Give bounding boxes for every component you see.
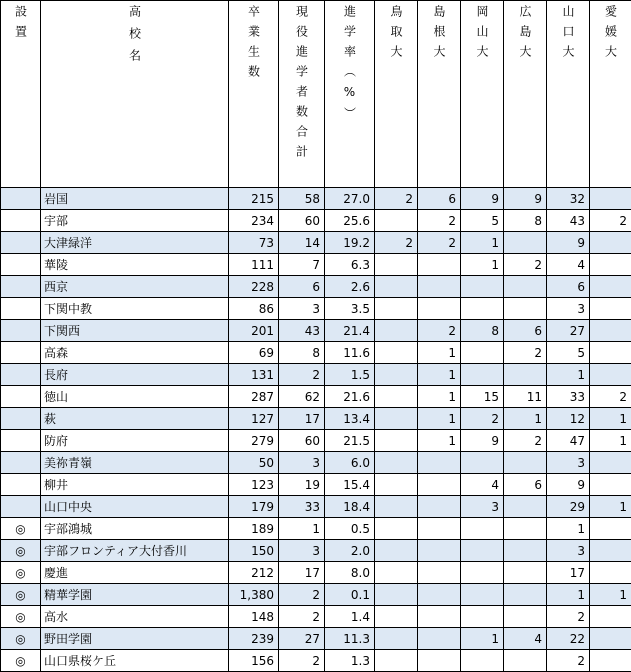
total-enrolled: 60 [279,210,325,232]
graduates: 179 [229,496,279,518]
graduates: 239 [229,628,279,650]
total-enrolled: 60 [279,430,325,452]
school-name: 柳井 [41,474,229,496]
hiroshima-count: 2 [504,342,547,364]
enrollment-rate: 21.6 [325,386,375,408]
table-row [1,386,631,408]
table-row [1,188,631,210]
ehime-count: 2 [590,386,631,408]
hiroshima-count [504,452,547,474]
okayama-count: 15 [461,386,504,408]
school-name: 岩国 [41,188,229,210]
graduates: 215 [229,188,279,210]
shimane-count [418,518,461,540]
header-shimane: 島根大 [418,1,461,188]
school-name: 山口県桜ケ丘 [41,650,229,672]
total-enrolled: 8 [279,342,325,364]
hiroshima-count: 8 [504,210,547,232]
ehime-count [590,232,631,254]
hiroshima-count [504,298,547,320]
enrollment-rate: 1.3 [325,650,375,672]
okayama-count: 2 [461,408,504,430]
yamaguchi-count: 3 [547,452,590,474]
tottori-count [375,342,418,364]
yamaguchi-count: 4 [547,254,590,276]
school-name: 下関西 [41,320,229,342]
row-mark [1,298,41,320]
okayama-count [461,540,504,562]
shimane-count [418,628,461,650]
hiroshima-count [504,496,547,518]
enrollment-rate: 2.6 [325,276,375,298]
total-enrolled: 14 [279,232,325,254]
yamaguchi-count: 1 [547,518,590,540]
graduates: 234 [229,210,279,232]
total-enrolled: 3 [279,452,325,474]
yamaguchi-count: 9 [547,232,590,254]
total-enrolled: 6 [279,276,325,298]
table-row [1,562,631,584]
row-mark [1,320,41,342]
hiroshima-count: 6 [504,474,547,496]
graduates: 123 [229,474,279,496]
table-row [1,276,631,298]
table-row [1,408,631,430]
table-row [1,650,631,672]
row-mark: ◎ [1,540,41,562]
table-row [1,320,631,342]
graduates: 287 [229,386,279,408]
graduates: 156 [229,650,279,672]
tottori-count [375,298,418,320]
enrollment-rate: 2.0 [325,540,375,562]
enrollment-rate: 18.4 [325,496,375,518]
okayama-count: 8 [461,320,504,342]
tottori-count: 2 [375,188,418,210]
enrollment-rate: 27.0 [325,188,375,210]
shimane-count [418,584,461,606]
graduates: 69 [229,342,279,364]
hiroshima-count [504,650,547,672]
row-mark [1,430,41,452]
tottori-count [375,518,418,540]
okayama-count [461,364,504,386]
ehime-count [590,540,631,562]
header-okayama: 岡山大 [461,1,504,188]
okayama-count [461,518,504,540]
ehime-count [590,298,631,320]
yamaguchi-count: 2 [547,606,590,628]
tottori-count [375,452,418,474]
enrollment-rate: 1.4 [325,606,375,628]
shimane-count [418,298,461,320]
okayama-count: 9 [461,430,504,452]
okayama-count: 1 [461,628,504,650]
tottori-count [375,254,418,276]
graduates: 73 [229,232,279,254]
ehime-count [590,628,631,650]
header-setti: 設置 [1,1,41,188]
hiroshima-count: 4 [504,628,547,650]
ehime-count: 2 [590,210,631,232]
yamaguchi-count: 1 [547,364,590,386]
tottori-count [375,408,418,430]
table-row [1,210,631,232]
total-enrolled: 43 [279,320,325,342]
shimane-count [418,606,461,628]
row-mark [1,276,41,298]
table-row [1,452,631,474]
header-tottori: 鳥取大 [375,1,418,188]
hiroshima-count [504,540,547,562]
table-row [1,496,631,518]
yamaguchi-count: 17 [547,562,590,584]
yamaguchi-count: 1 [547,584,590,606]
total-enrolled: 7 [279,254,325,276]
shimane-count [418,276,461,298]
total-enrolled: 62 [279,386,325,408]
school-name: 大津緑洋 [41,232,229,254]
school-name: 防府 [41,430,229,452]
school-name: 野田学園 [41,628,229,650]
school-name: 長府 [41,364,229,386]
yamaguchi-count: 3 [547,540,590,562]
yamaguchi-count: 6 [547,276,590,298]
header-ehime: 愛媛大 [590,1,631,188]
shimane-count: 6 [418,188,461,210]
school-name: 慶進 [41,562,229,584]
table-row [1,606,631,628]
school-name: 高森 [41,342,229,364]
okayama-count: 4 [461,474,504,496]
graduates: 50 [229,452,279,474]
row-mark [1,232,41,254]
graduates: 131 [229,364,279,386]
graduates: 201 [229,320,279,342]
yamaguchi-count: 22 [547,628,590,650]
graduates: 148 [229,606,279,628]
row-mark: ◎ [1,562,41,584]
total-enrolled: 2 [279,606,325,628]
shimane-count [418,562,461,584]
graduates: 150 [229,540,279,562]
okayama-count: 1 [461,232,504,254]
school-name: 宇部 [41,210,229,232]
shimane-count: 1 [418,430,461,452]
total-enrolled: 27 [279,628,325,650]
hiroshima-count [504,364,547,386]
school-name: 下関中教 [41,298,229,320]
enrollment-rate: 1.5 [325,364,375,386]
row-mark [1,188,41,210]
total-enrolled: 17 [279,562,325,584]
table-row [1,540,631,562]
enrollment-rate: 19.2 [325,232,375,254]
total-enrolled: 3 [279,540,325,562]
shimane-count [418,650,461,672]
hiroshima-count: 6 [504,320,547,342]
graduates: 189 [229,518,279,540]
school-name: 美祢青嶺 [41,452,229,474]
tottori-count [375,540,418,562]
shimane-count [418,254,461,276]
total-enrolled: 33 [279,496,325,518]
table-row [1,474,631,496]
header-total: 現役進学者数合計 [279,1,325,188]
enrollment-rate: 6.0 [325,452,375,474]
tottori-count [375,276,418,298]
table-row [1,342,631,364]
row-mark [1,254,41,276]
enrollment-rate: 11.3 [325,628,375,650]
header-yamaguchi: 山口大 [547,1,590,188]
okayama-count [461,562,504,584]
tottori-count [375,628,418,650]
tottori-count [375,562,418,584]
school-name: 華陵 [41,254,229,276]
school-name: 徳山 [41,386,229,408]
table-row [1,364,631,386]
enrollment-rate: 15.4 [325,474,375,496]
row-mark: ◎ [1,584,41,606]
yamaguchi-count: 2 [547,650,590,672]
school-name: 萩 [41,408,229,430]
ehime-count [590,562,631,584]
row-mark [1,452,41,474]
graduates: 1,380 [229,584,279,606]
total-enrolled: 58 [279,188,325,210]
tottori-count [375,584,418,606]
school-name: 山口中央 [41,496,229,518]
table-row [1,298,631,320]
tottori-count [375,496,418,518]
table-row [1,628,631,650]
shimane-count: 1 [418,364,461,386]
shimane-count: 1 [418,386,461,408]
total-enrolled: 2 [279,364,325,386]
okayama-count [461,650,504,672]
shimane-count: 1 [418,342,461,364]
total-enrolled: 2 [279,650,325,672]
shimane-count [418,474,461,496]
header-row [1,1,631,188]
okayama-count [461,276,504,298]
okayama-count: 1 [461,254,504,276]
graduates: 127 [229,408,279,430]
total-enrolled: 2 [279,584,325,606]
yamaguchi-count: 32 [547,188,590,210]
yamaguchi-count: 9 [547,474,590,496]
row-mark [1,408,41,430]
ehime-count: 1 [590,408,631,430]
tottori-count [375,474,418,496]
yamaguchi-count: 12 [547,408,590,430]
header-hiroshima: 広島大 [504,1,547,188]
hiroshima-count: 11 [504,386,547,408]
yamaguchi-count: 47 [547,430,590,452]
total-enrolled: 3 [279,298,325,320]
hiroshima-count [504,606,547,628]
ehime-count [590,276,631,298]
row-mark [1,210,41,232]
shimane-count: 2 [418,232,461,254]
table-row [1,518,631,540]
tottori-count [375,210,418,232]
ehime-count [590,452,631,474]
row-mark [1,474,41,496]
ehime-count [590,342,631,364]
shimane-count [418,496,461,518]
enrollment-rate: 8.0 [325,562,375,584]
ehime-count [590,474,631,496]
yamaguchi-count: 29 [547,496,590,518]
okayama-count [461,298,504,320]
ehime-count [590,254,631,276]
okayama-count [461,452,504,474]
hiroshima-count [504,232,547,254]
row-mark [1,496,41,518]
row-mark [1,342,41,364]
tottori-count [375,320,418,342]
table-body [1,188,631,672]
shimane-count: 1 [418,408,461,430]
table-row [1,584,631,606]
tottori-count [375,364,418,386]
yamaguchi-count: 43 [547,210,590,232]
hiroshima-count: 1 [504,408,547,430]
yamaguchi-count: 33 [547,386,590,408]
row-mark: ◎ [1,606,41,628]
graduates: 111 [229,254,279,276]
graduates: 86 [229,298,279,320]
header-rate: 進学率（%） [325,1,375,188]
school-name: 宇部フロンティア大付香川 [41,540,229,562]
ehime-count: 1 [590,430,631,452]
enrollment-rate: 3.5 [325,298,375,320]
tottori-count [375,430,418,452]
enrollment-rate: 25.6 [325,210,375,232]
enrollment-rate: 21.5 [325,430,375,452]
hiroshima-count: 2 [504,430,547,452]
ehime-count [590,650,631,672]
okayama-count: 3 [461,496,504,518]
ehime-count [590,518,631,540]
tottori-count: 2 [375,232,418,254]
hiroshima-count [504,276,547,298]
graduates: 212 [229,562,279,584]
school-name: 高水 [41,606,229,628]
enrollment-rate: 21.4 [325,320,375,342]
okayama-count [461,606,504,628]
yamaguchi-count: 3 [547,298,590,320]
tottori-count [375,650,418,672]
shimane-count [418,540,461,562]
ehime-count [590,188,631,210]
ehime-count [590,364,631,386]
total-enrolled: 1 [279,518,325,540]
total-enrolled: 19 [279,474,325,496]
ehime-count: 1 [590,496,631,518]
school-name: 西京 [41,276,229,298]
hiroshima-count: 2 [504,254,547,276]
tottori-count [375,386,418,408]
graduates: 279 [229,430,279,452]
table-row [1,254,631,276]
okayama-count [461,584,504,606]
table-row [1,430,631,452]
tottori-count [375,606,418,628]
header-school-name: 高校名 [41,1,229,188]
row-mark [1,364,41,386]
graduates: 228 [229,276,279,298]
okayama-count [461,342,504,364]
yamaguchi-count: 27 [547,320,590,342]
okayama-count: 9 [461,188,504,210]
row-mark: ◎ [1,650,41,672]
shimane-count [418,452,461,474]
okayama-count: 5 [461,210,504,232]
row-mark: ◎ [1,518,41,540]
total-enrolled: 17 [279,408,325,430]
ehime-count [590,320,631,342]
enrollment-rate: 6.3 [325,254,375,276]
enrollment-rate: 0.1 [325,584,375,606]
hiroshima-count [504,518,547,540]
ehime-count: 1 [590,584,631,606]
enrollment-rate: 13.4 [325,408,375,430]
shimane-count: 2 [418,320,461,342]
row-mark [1,386,41,408]
school-name: 宇部鴻城 [41,518,229,540]
row-mark: ◎ [1,628,41,650]
enrollment-rate: 0.5 [325,518,375,540]
enrollment-rate: 11.6 [325,342,375,364]
hiroshima-count [504,584,547,606]
ehime-count [590,606,631,628]
school-name: 精華学園 [41,584,229,606]
hiroshima-count [504,562,547,584]
shimane-count: 2 [418,210,461,232]
header-graduates: 卒業生数 [229,1,279,188]
table-row [1,232,631,254]
hiroshima-count: 9 [504,188,547,210]
yamaguchi-count: 5 [547,342,590,364]
